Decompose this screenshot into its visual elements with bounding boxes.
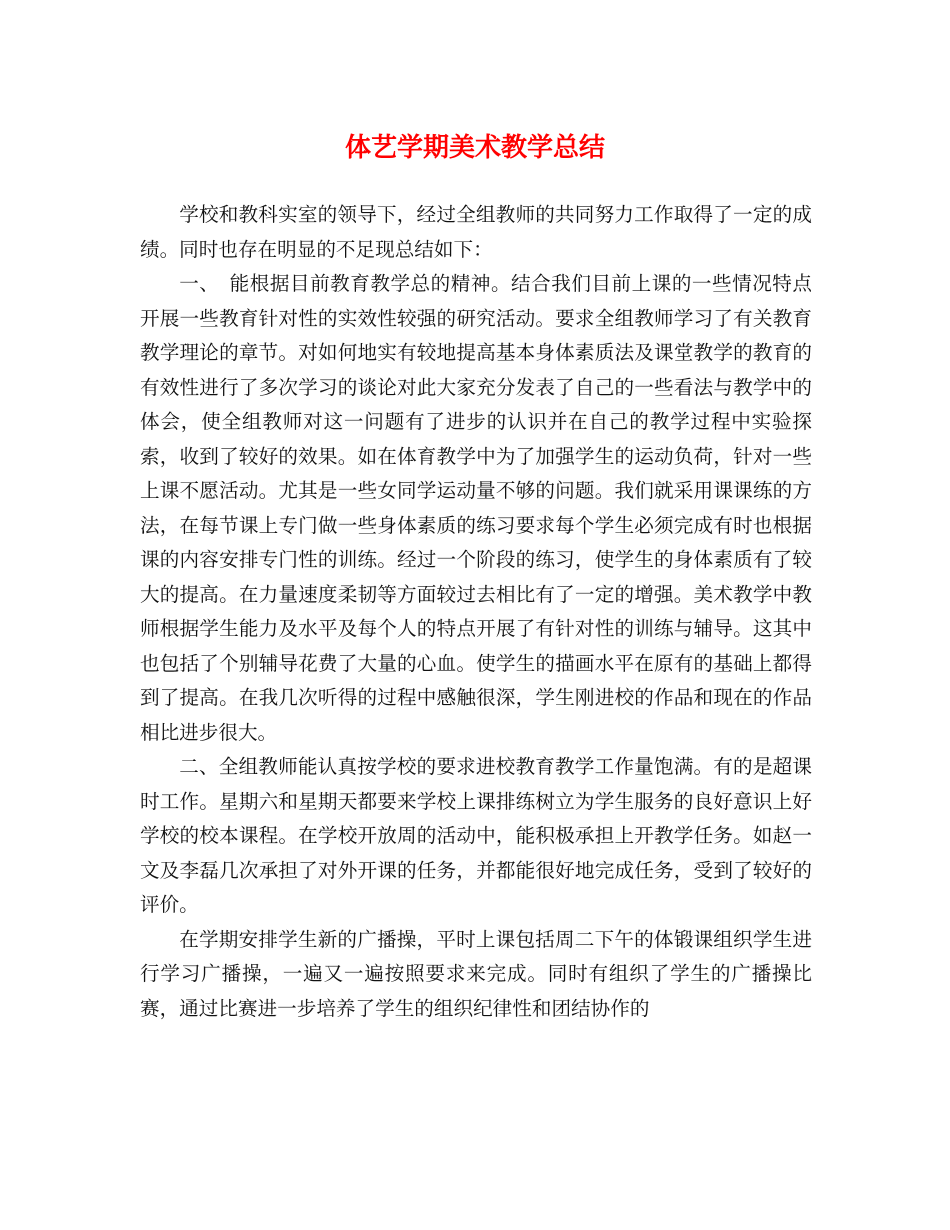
document-title: 体艺学期美术教学总结 <box>344 133 605 163</box>
paragraph-intro: 学校和教科实室的领导下，经过全组教师的共同努力工作取得了一定的成绩。同时也存在明显的不足现总结如下： <box>140 203 812 261</box>
paragraph-section-two: 二、全组教师能认真按学校的要求进校教育教学工作量饱满。有的是超课时工作。星期六和星期天都要来学校上课排练树立为学生服务的良好意识上好学校的校本课程。在学校开放周的活动中，能积极承担上开教学任务。如赵一文及李磊几次承担了对外开课的任务，并都能很好地完成任务，受到了较好的评价。 <box>140 755 812 916</box>
document-body <box>140 198 812 1026</box>
paragraph-broadcast-exercise: 在学期安排学生新的广播操，平时上课包括周二下午的体锻课组织学生进行学习广播操，一遍又一遍按照要求来完成。同时有组织了学生的广播操比赛，通过比赛进一步培养了学生的组织纪律性和团结协作的 <box>140 927 812 1020</box>
paragraph-section-one: 一、 能根据目前教育教学总的精神。结合我们目前上课的一些情况特点开展一些教育针对性的实效性较强的研究活动。要求全组教师学习了有关教育教学理论的章节。对如何地实有较地提高基本身体素质法及课堂教学的教育的有效性进行了多次学习的谈论对此大家充分发表了自己的一些看法与教学中的体会，使全组教师对这一问题有了进步的认识并在自己的教学过程中实验探索，收到了较好的效果。如在体育教学中为了加强学生的运动负荷，针对一些上课不愿活动。尤其是一些女同学运动量不够的问题。我们就采用课课练的方法，在每节课上专门做一些身体素质的练习要求每个学生必须完成有时也根据课的内容安排专门性的训练。经过一个阶段的练习，使学生的身体素质有了较大的提高。在力量速度柔韧等方面较过去相比有了一定的增强。美术教学中教师根据学生能力及水平及每个人的特点开展了有针对性的训练与辅导。这其中也包括了个别辅导花费了大量的心血。使学生的描画水平在原有的基础上都得到了提高。在我几次听得的过程中感触很深，学生刚进校的作品和现在的作品相比进步很大。 <box>140 272 812 744</box>
